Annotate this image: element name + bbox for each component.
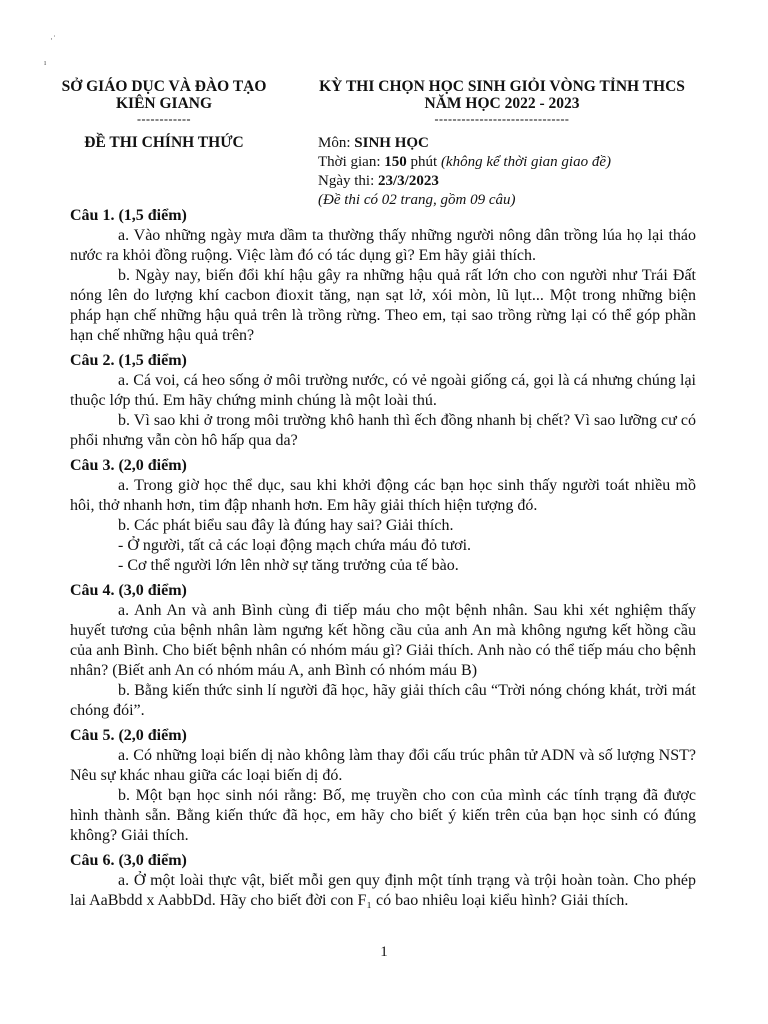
question-statement: - Cơ thể người lớn lên nhờ sự tăng trưởng của tế bào. xyxy=(118,557,459,574)
question-3 xyxy=(70,456,696,576)
question-part: a. Vào những ngày mưa dầm ta thường thấy những người nông dân trồng lúa họ lại tháo nước ra khỏi đồng ruộng. Việc làm đó có tác dụng gì? Em hãy giải thích. xyxy=(70,227,696,264)
subject-label: Môn: xyxy=(318,135,355,151)
divider: ------------------------------ xyxy=(434,112,570,126)
date-value: 23/3/2023 xyxy=(378,173,439,189)
scan-speck: ı xyxy=(44,58,47,67)
question-part: b. Ngày nay, biến đổi khí hậu gây ra những hậu quả rất lớn cho con người như Trái Đất nóng lên do lượng khí cacbon đioxit tăng, nạn sạt lở, xói mòn, lũ lụt... Một trong những biện pháp hạn chế những hậu quả trên là trồng rừng. Theo em, tại sao trồng rừng lại có thể góp phần hạn chế những hậu quả trên? xyxy=(70,267,696,344)
question-statement: - Ở người, tất cả các loại động mạch chứa máu đỏ tươi. xyxy=(118,537,472,554)
time-line xyxy=(318,153,718,172)
question-part: b. Các phát biểu sau đây là đúng hay sai? Giải thích. xyxy=(118,517,454,534)
question-title: Câu 5. (2,0 điểm) xyxy=(70,727,187,744)
question-part: a. Có những loại biến dị nào không làm thay đổi cấu trúc phân tử ADN và số lượng NST? Nêu sự khác nhau giữa các loại biến dị đó. xyxy=(70,747,696,784)
question-part: a. Anh An và anh Bình cùng đi tiếp máu cho một bệnh nhân. Sau khi xét nghiệm thấy huyết tương của bệnh nhân làm ngưng kết hồng cầu của anh An mà không ngưng kết hồng cầu của anh Bình. Cho biết bệnh nhân có nhóm máu gì? Giải thích. Anh nào có thể tiếp máu cho bệnh nhân? (Biết anh An có nhóm máu A, anh Bình có nhóm máu B) xyxy=(70,602,696,679)
question-2 xyxy=(70,351,696,451)
department-name: SỞ GIÁO DỤC VÀ ĐÀO TẠO xyxy=(61,78,267,95)
question-part: b. Vì sao khi ở trong môi trường khô hanh thì ếch đồng nhanh bị chết? Vì sao lưỡng cư có phổi nhưng vẫn còn hô hấp qua da? xyxy=(70,412,696,449)
question-4 xyxy=(70,581,696,721)
question-5 xyxy=(70,726,696,846)
subject-value: SINH HỌC xyxy=(354,135,429,151)
page-number: 1 xyxy=(380,944,388,960)
question-title: Câu 6. (3,0 điểm) xyxy=(70,852,187,869)
question-part: b. Một bạn học sinh nói rằng: Bố, mẹ truyền cho con của mình các tính trạng đã được hình thành sẵn. Bằng kiến thức đã học, em hãy cho biết ý kiến trên của bạn học sinh có đúng không? Giải thích. xyxy=(70,787,696,844)
province-name: KIÊN GIANG xyxy=(115,95,213,112)
school-year: NĂM HỌC 2022 - 2023 xyxy=(424,95,580,112)
time-value: 150 xyxy=(384,154,407,170)
time-unit: phút xyxy=(406,154,441,170)
pages-note: (Đề thi có 02 trang, gồm 09 câu) xyxy=(318,192,516,208)
question-part: a. Cá voi, cá heo sống ở môi trường nước, có vẻ ngoài giống cá, gọi là cá nhưng chúng lại thuộc lớp thú. Em hãy chứng minh chúng là một loài thú. xyxy=(70,372,696,409)
question-title: Câu 1. (1,5 điểm) xyxy=(70,207,187,224)
time-label: Thời gian: xyxy=(318,154,385,170)
date-label: Ngày thi: xyxy=(318,173,378,189)
divider: ------------ xyxy=(137,112,191,126)
question-title: Câu 4. (3,0 điểm) xyxy=(70,582,187,599)
question-6 xyxy=(70,851,696,911)
official-exam-label: ĐỀ THI CHÍNH THỨC xyxy=(84,134,244,151)
exam-info xyxy=(318,134,718,210)
scan-speck: ·˙ xyxy=(50,34,56,44)
question-part: b. Bằng kiến thức sinh lí người đã học, hãy giải thích câu “Trời nóng chóng khát, trời mát chóng đói”. xyxy=(70,682,696,719)
question-title: Câu 2. (1,5 điểm) xyxy=(70,352,187,369)
department-header xyxy=(48,78,280,126)
question-title: Câu 3. (2,0 điểm) xyxy=(70,457,187,474)
exam-title: KỲ THI CHỌN HỌC SINH GIỎI VÒNG TỈNH THCS xyxy=(319,78,685,95)
exam-header xyxy=(302,78,702,126)
question-part: a. Ở một loài thực vật, biết mỗi gen quy định một tính trạng và trội hoàn toàn. Cho phép lai AaBbdd x AabbDd. Hãy cho biết đời con F₁ có bao nhiêu loại kiểu hình? Giải thích. xyxy=(70,872,696,909)
date-line xyxy=(318,172,718,191)
time-note: (không kể thời gian giao đề) xyxy=(440,154,611,170)
question-part: a. Trong giờ học thể dục, sau khi khởi động các bạn học sinh thấy người toát nhiều mồ hôi, thở nhanh hơn, tim đập nhanh hơn. Em hãy giải thích hiện tượng đó. xyxy=(70,477,696,514)
subject-line xyxy=(318,134,718,153)
question-1 xyxy=(70,206,696,346)
questions-list xyxy=(70,206,696,916)
